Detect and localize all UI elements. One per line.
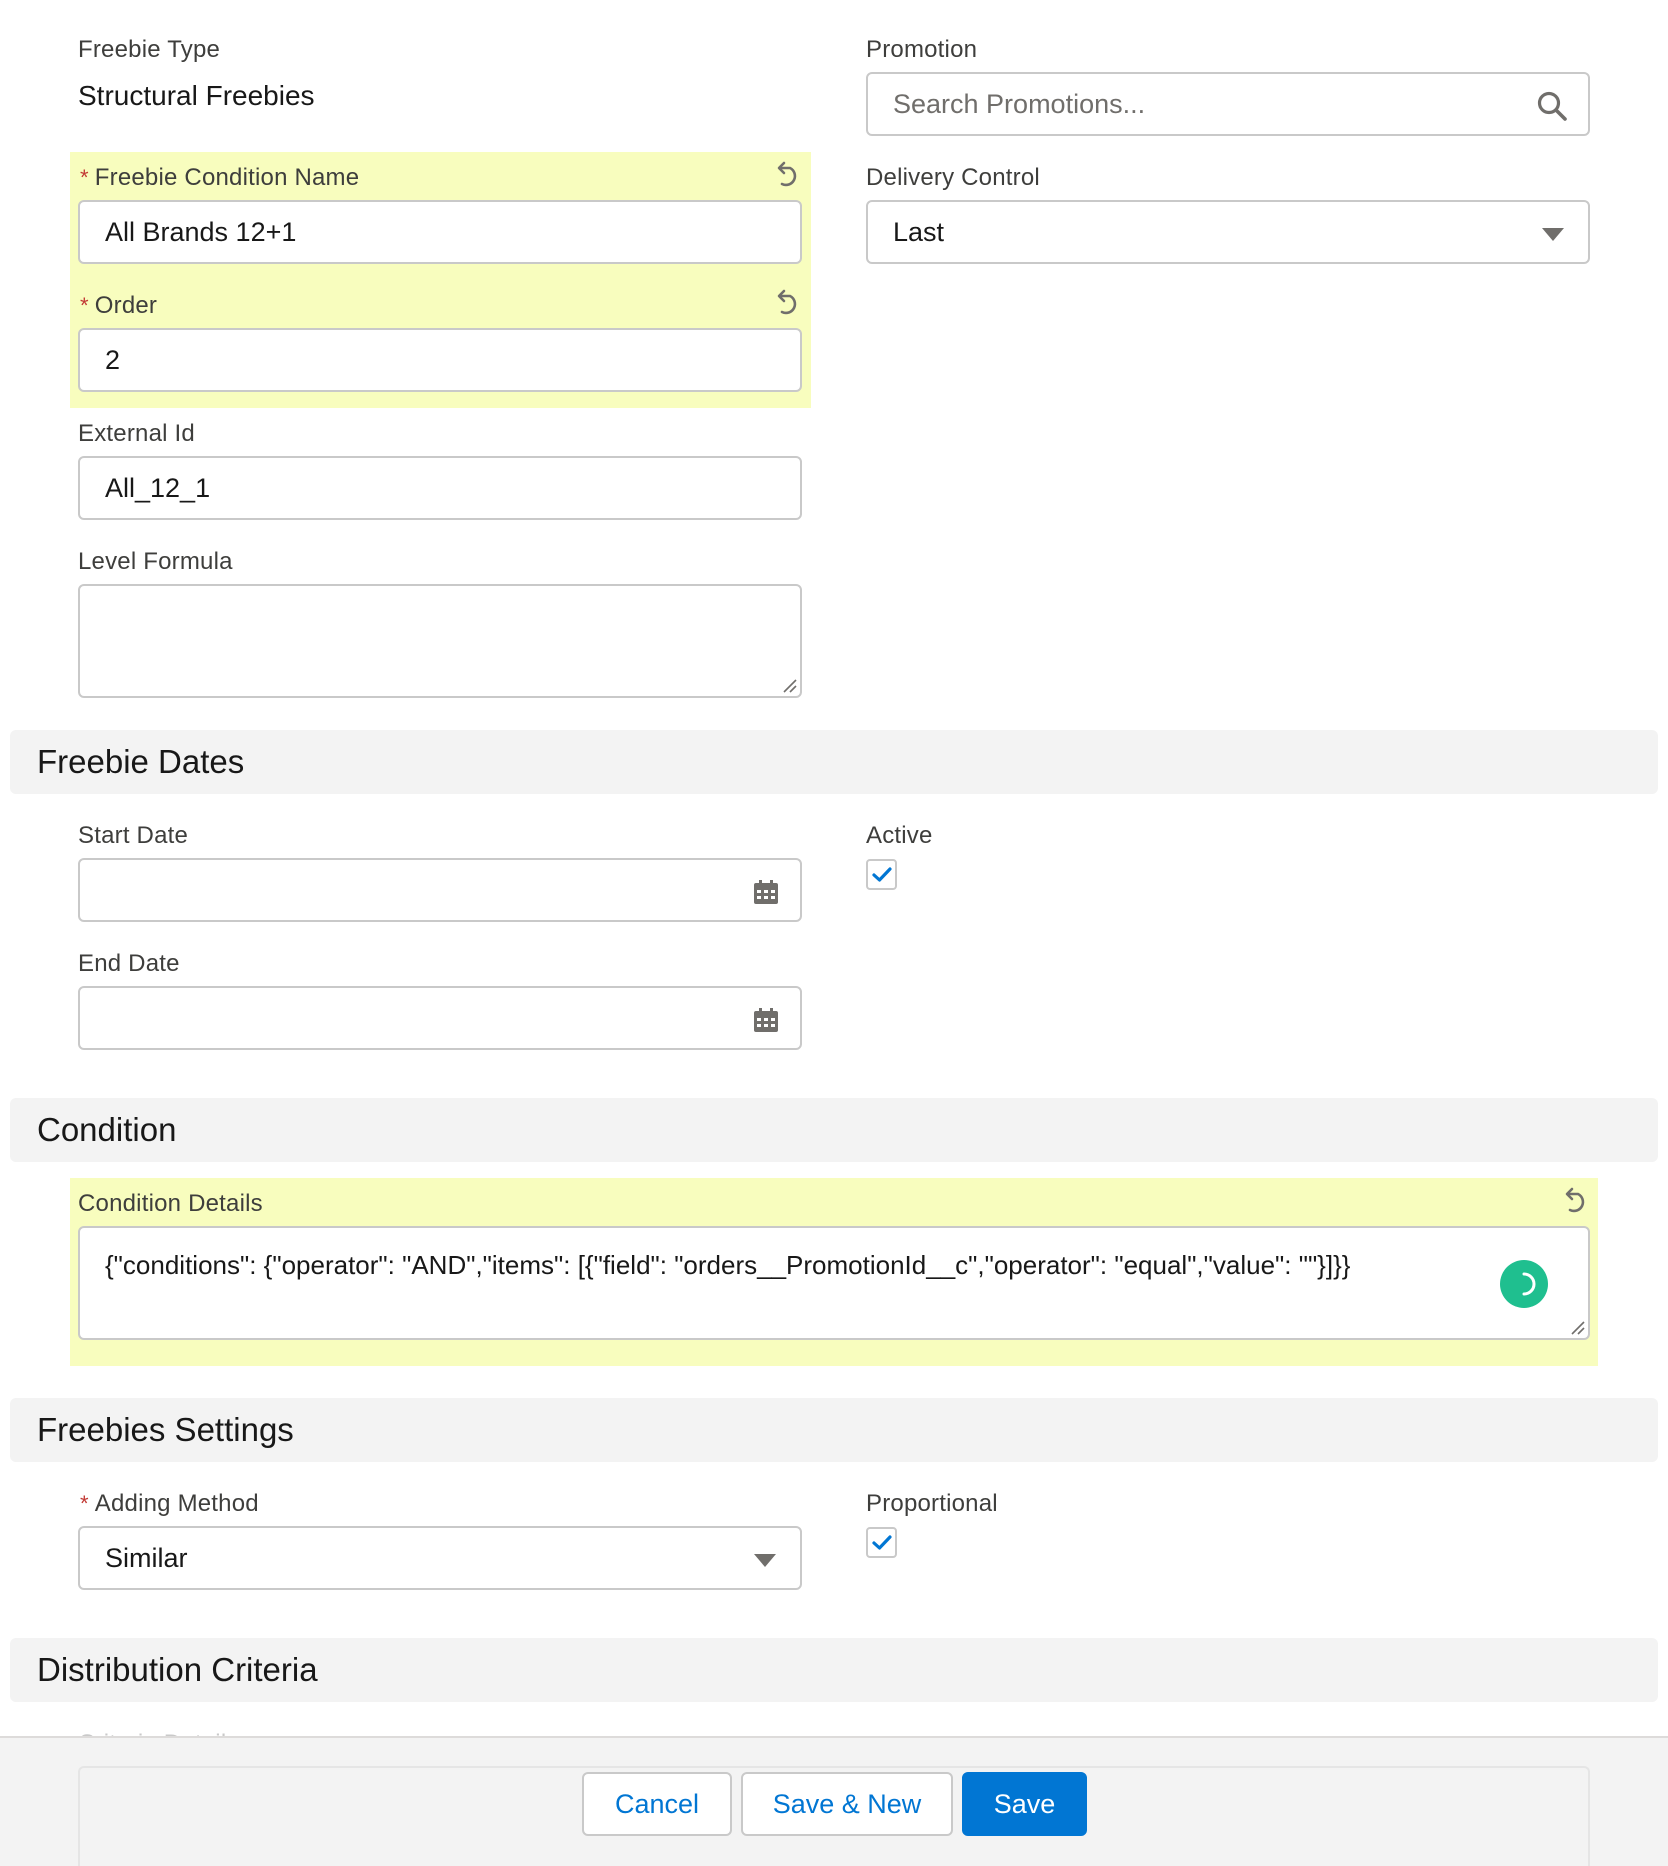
undo-icon[interactable] bbox=[1560, 1186, 1590, 1216]
spinner-icon bbox=[1500, 1260, 1548, 1308]
adding-method-select[interactable] bbox=[78, 1526, 802, 1590]
delivery-control-label: Delivery Control bbox=[866, 164, 1040, 191]
resize-handle-icon[interactable] bbox=[781, 677, 797, 693]
adding-method-label bbox=[80, 1490, 259, 1518]
promotion-search-input[interactable] bbox=[866, 72, 1590, 136]
checkmark-icon bbox=[872, 867, 892, 883]
level-formula-label: Level Formula bbox=[78, 548, 233, 575]
section-title: Freebie Dates bbox=[37, 743, 245, 780]
section-header-freebies-settings[interactable] bbox=[10, 1398, 1658, 1462]
external-id-label: External Id bbox=[78, 420, 195, 447]
proportional-label: Proportional bbox=[866, 1490, 998, 1517]
adding-method-label-text: Adding Method bbox=[94, 1490, 259, 1517]
proportional-checkbox[interactable] bbox=[866, 1527, 897, 1558]
chevron-down-icon bbox=[754, 1554, 776, 1567]
search-icon[interactable] bbox=[1536, 90, 1568, 122]
section-title: Freebies Settings bbox=[37, 1411, 294, 1448]
level-formula-textarea[interactable] bbox=[78, 584, 802, 698]
required-marker: * bbox=[80, 165, 89, 190]
calendar-icon[interactable] bbox=[754, 880, 778, 904]
external-id-input[interactable] bbox=[78, 456, 802, 520]
condition-name-input[interactable] bbox=[78, 200, 802, 264]
section-header-condition[interactable] bbox=[10, 1098, 1658, 1162]
save-button[interactable]: Save bbox=[962, 1772, 1087, 1836]
condition-details-label: Condition Details bbox=[78, 1190, 263, 1217]
cancel-button[interactable]: Cancel bbox=[582, 1772, 732, 1836]
required-marker: * bbox=[80, 293, 89, 318]
condition-details-textarea[interactable] bbox=[78, 1226, 1590, 1340]
save-and-new-button[interactable]: Save & New bbox=[741, 1772, 953, 1836]
checkmark-icon bbox=[872, 1535, 892, 1551]
resize-handle-icon[interactable] bbox=[1569, 1319, 1585, 1335]
promotion-label: Promotion bbox=[866, 36, 978, 63]
order-input[interactable] bbox=[78, 328, 802, 392]
section-header-distribution-criteria[interactable] bbox=[10, 1638, 1658, 1702]
condition-name-label bbox=[80, 164, 359, 192]
end-date-label: End Date bbox=[78, 950, 180, 977]
end-date-input[interactable] bbox=[78, 986, 802, 1050]
freebie-type-value: Structural Freebies bbox=[78, 80, 315, 111]
required-marker: * bbox=[80, 1491, 89, 1516]
condition-name-value: All Brands 12+1 bbox=[105, 216, 297, 247]
undo-icon[interactable] bbox=[772, 160, 802, 190]
section-title: Distribution Criteria bbox=[37, 1651, 318, 1688]
adding-method-value: Similar bbox=[105, 1542, 188, 1573]
freebie-type-label: Freebie Type bbox=[78, 36, 221, 63]
active-checkbox[interactable] bbox=[866, 859, 897, 890]
promotion-search-placeholder: Search Promotions... bbox=[893, 88, 1146, 119]
active-label: Active bbox=[866, 822, 933, 849]
order-label bbox=[80, 292, 157, 320]
order-label-text: Order bbox=[94, 292, 158, 319]
order-value: 2 bbox=[105, 344, 121, 375]
external-id-value: All_12_1 bbox=[105, 472, 211, 503]
delivery-control-value: Last bbox=[893, 216, 945, 247]
undo-icon[interactable] bbox=[772, 288, 802, 318]
delivery-control-select[interactable] bbox=[866, 200, 1590, 264]
chevron-down-icon bbox=[1542, 228, 1564, 241]
section-title: Condition bbox=[37, 1111, 177, 1148]
start-date-label: Start Date bbox=[78, 822, 189, 849]
start-date-input[interactable] bbox=[78, 858, 802, 922]
section-header-freebie-dates[interactable] bbox=[10, 730, 1658, 794]
condition-name-label-text: Freebie Condition Name bbox=[94, 164, 360, 191]
condition-details-value: {"conditions": {"operator": "AND","items": [{"field": "orders__PromotionId__c","operator": "equal","value": ""}]}} bbox=[105, 1250, 1351, 1280]
calendar-icon[interactable] bbox=[754, 1008, 778, 1032]
